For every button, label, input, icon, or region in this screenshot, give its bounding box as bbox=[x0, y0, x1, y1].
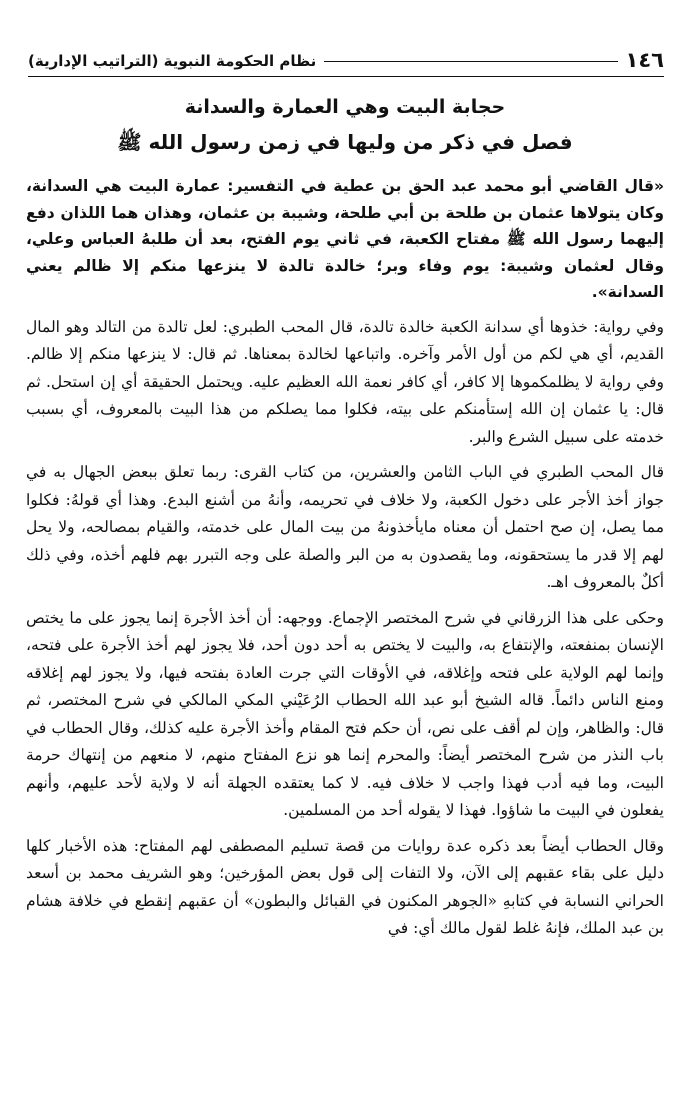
page-body bbox=[26, 96, 664, 949]
paragraph: وحكى على هذا الزرقاني في شرح المختصر الإجماع. ووجهه: أن أخذ الأجرة إنما يجوز على ما يختص الإنسان بمنفعته، والإنتفاع به، والبيت لا يختص به أحد دون أحد، فلا يجوز لهم أخذ الأجرة على فتحه، وإنما لهم الولاية على فتحه وإغلاقه، في الأوقات التي جرت العادة بفتحه فيها، ولا يجوز لهم إغلاقه ومنع الناس دائماً. قاله الشيخ أبو عبد الله الحطاب الرُعَيْني المكي المالكي في شرح المختصر، ثم قال: والظاهر، وإن لم أقف على نص، أن حكم فتح المقام وأخذ الأجرة عليه كذلك، وقال الحطاب في باب النذر من شرح المختصر أيضاً: والمحرم إنما هو نزع المفتاح منهم، لا منعهم من إنتهاك حرمة البيت، وما فيه أدب فهذا واجب لا خلاف فيه. لا كما يعتقده الجهلة أنه لا ولاية لأحد عليهم، وأنهم يفعلون في البيت ما شاؤوا. فهذا لا يقوله أحد من المسلمين. bbox=[26, 608, 664, 819]
header-divider bbox=[28, 76, 664, 77]
chapter-heading: حجابة البيت وهي العمارة والسدانة bbox=[184, 96, 506, 118]
header-dash-rule bbox=[324, 61, 617, 62]
section-heading: فصل في ذكر من وليها في زمن رسول الله ﷺ bbox=[117, 130, 573, 154]
running-header bbox=[28, 40, 664, 74]
paragraph: وقال الحطاب أيضاً بعد ذكره عدة روايات من قصة تسليم المصطفى لهم المفتاح: هذه الأخبار كلها دليل على بقاء عقبهم إلى الآن، ولا التفات إلى قول بعض المؤرخين؛ وهو الشريف محمد بن أسعد الحراني النسابة في كتابهِ «الجوهر المكنون في القبائل والبطون» أن عقبهم إنقطع في خلافة هشام بن عبد الملك، فإنهُ غلط لقول مالك أي: في bbox=[26, 836, 664, 937]
page-number: ١٤٦ bbox=[625, 48, 664, 72]
header-title: نظام الحكومة النبوية (التراتيب الإدارية) bbox=[28, 52, 317, 70]
paragraph: قال المحب الطبري في الباب الثامن والعشرين، من كتاب القرى: ربما تعلق ببعض الجهال به في جواز أخذ الأجر على دخول الكعبة، ولا خلاف في تحريمه، وأنهُ من أشنع البدع. وهذا أي قولهُ: فكلوا مما يصل، إن صح احتمل أن معناه مايأخذونهُ من بيت المال على خدمته، والقيام بمصالحه، ولا يحل لهم إلا قدر ما يستحقونه، وما يقصدون به من البر والصلة على وجه التبرر بهم فلهم أخذه، وفي ذلك أكلٌ بالمعروف اهـ. bbox=[26, 463, 664, 591]
quoted-paragraph: «قال القاضي أبو محمد عبد الحق بن عطية في التفسير: عمارة البيت هي السدانة، وكان يتولاها عثمان بن طلحة بن أبي طلحة، وشيبة بن عثمان، وهذان هما اللذان دفع إليهما رسول الله ﷺ مفتاح الكعبة، في ثاني يوم الفتح، بعد أن طلبهُ العباس وعلي، وقال لعثمان وشيبة: يوم وفاء وبر؛ خالدة تالدة لا ينزعها منكم إلا ظالم يعني السدانة». bbox=[26, 177, 664, 301]
paragraph: وفي رواية: خذوها أي سدانة الكعبة خالدة تالدة، قال المحب الطبري: لعل تالدة من التالد وهو المال القديم، أي هي لكم من أول الأمر وآخره. واتباعها لخالدة بمعناها. ثم قال: لا ينزعها منكم إلا ظالم. وفي رواية لا يظلمكموها إلا كافر، أي كافر نعمة الله العظيم عليه. ويحتمل الحقيقة أي إن استحل. ثم قال: يا عثمان إن الله إستأمنكم على بيته، فكلوا مما يصلكم من هذا البيت بالمعروف، أي بسبب خدمته على سبيل الشرع والبر. bbox=[26, 317, 664, 446]
